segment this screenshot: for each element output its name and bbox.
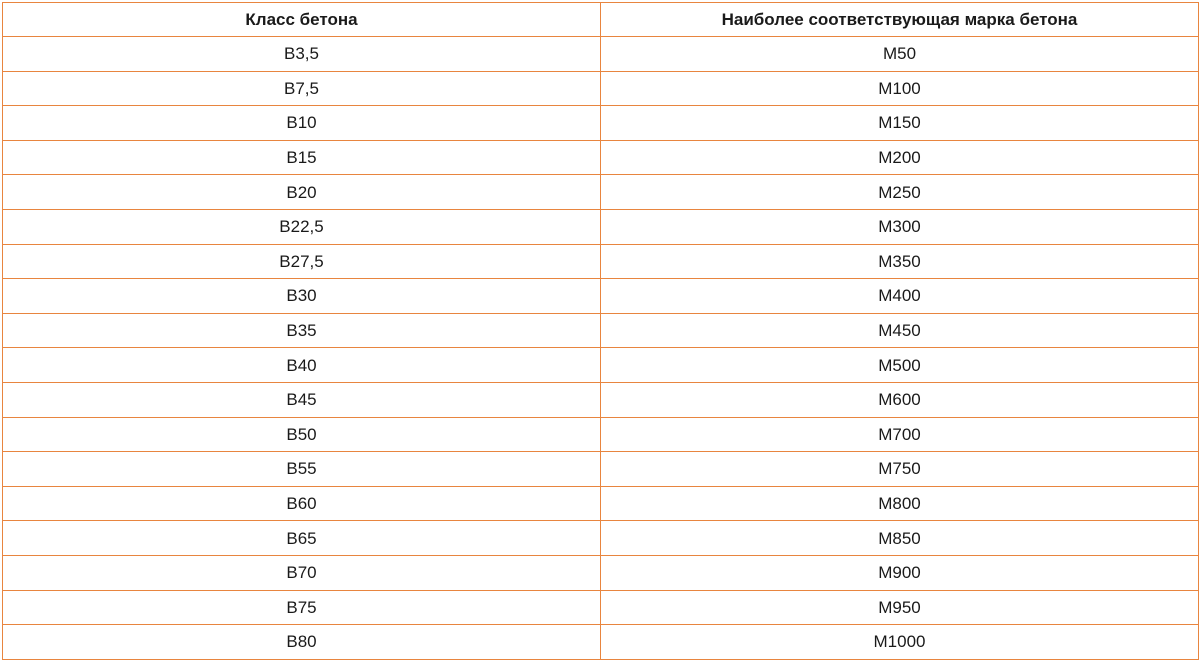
table-header: [3, 3, 1199, 37]
cell-concrete-class: B70: [3, 555, 601, 590]
cell-concrete-class: B60: [3, 486, 601, 521]
cell-concrete-grade: M350: [601, 244, 1199, 279]
table-row: [3, 521, 1199, 556]
table-row: [3, 279, 1199, 314]
cell-concrete-grade: M200: [601, 140, 1199, 175]
table-body: [3, 37, 1199, 660]
cell-concrete-class: B75: [3, 590, 601, 625]
table-row: [3, 348, 1199, 383]
cell-concrete-grade: M800: [601, 486, 1199, 521]
table-row: [3, 452, 1199, 487]
table-row: [3, 555, 1199, 590]
cell-concrete-class: B22,5: [3, 209, 601, 244]
table-row: [3, 625, 1199, 660]
cell-concrete-grade: M1000: [601, 625, 1199, 660]
table-row: [3, 106, 1199, 141]
cell-concrete-class: B27,5: [3, 244, 601, 279]
cell-concrete-class: B30: [3, 279, 601, 314]
cell-concrete-grade: M750: [601, 452, 1199, 487]
table-row: [3, 175, 1199, 210]
cell-concrete-grade: M400: [601, 279, 1199, 314]
cell-concrete-class: B7,5: [3, 71, 601, 106]
cell-concrete-class: B80: [3, 625, 601, 660]
table-row: [3, 313, 1199, 348]
table-row: [3, 486, 1199, 521]
table-row: [3, 244, 1199, 279]
cell-concrete-grade: M100: [601, 71, 1199, 106]
cell-concrete-grade: M450: [601, 313, 1199, 348]
cell-concrete-class: B3,5: [3, 37, 601, 72]
header-concrete-grade: Наиболее соответствующая марка бетона: [601, 3, 1199, 37]
cell-concrete-grade: M500: [601, 348, 1199, 383]
table-row: [3, 209, 1199, 244]
concrete-class-grade-table: [2, 2, 1199, 660]
table-row: [3, 382, 1199, 417]
table-row: [3, 37, 1199, 72]
cell-concrete-class: B40: [3, 348, 601, 383]
cell-concrete-grade: M250: [601, 175, 1199, 210]
cell-concrete-class: B55: [3, 452, 601, 487]
table-row: [3, 590, 1199, 625]
cell-concrete-class: B15: [3, 140, 601, 175]
cell-concrete-grade: M850: [601, 521, 1199, 556]
cell-concrete-class: B35: [3, 313, 601, 348]
table-row: [3, 140, 1199, 175]
cell-concrete-grade: M900: [601, 555, 1199, 590]
cell-concrete-class: B10: [3, 106, 601, 141]
cell-concrete-grade: M600: [601, 382, 1199, 417]
cell-concrete-class: B45: [3, 382, 601, 417]
table-row: [3, 71, 1199, 106]
cell-concrete-class: B20: [3, 175, 601, 210]
cell-concrete-grade: M300: [601, 209, 1199, 244]
header-concrete-class: Класс бетона: [3, 3, 601, 37]
cell-concrete-class: B65: [3, 521, 601, 556]
cell-concrete-grade: M700: [601, 417, 1199, 452]
cell-concrete-grade: M50: [601, 37, 1199, 72]
header-row: [3, 3, 1199, 37]
cell-concrete-grade: M150: [601, 106, 1199, 141]
table-row: [3, 417, 1199, 452]
cell-concrete-class: B50: [3, 417, 601, 452]
cell-concrete-grade: M950: [601, 590, 1199, 625]
